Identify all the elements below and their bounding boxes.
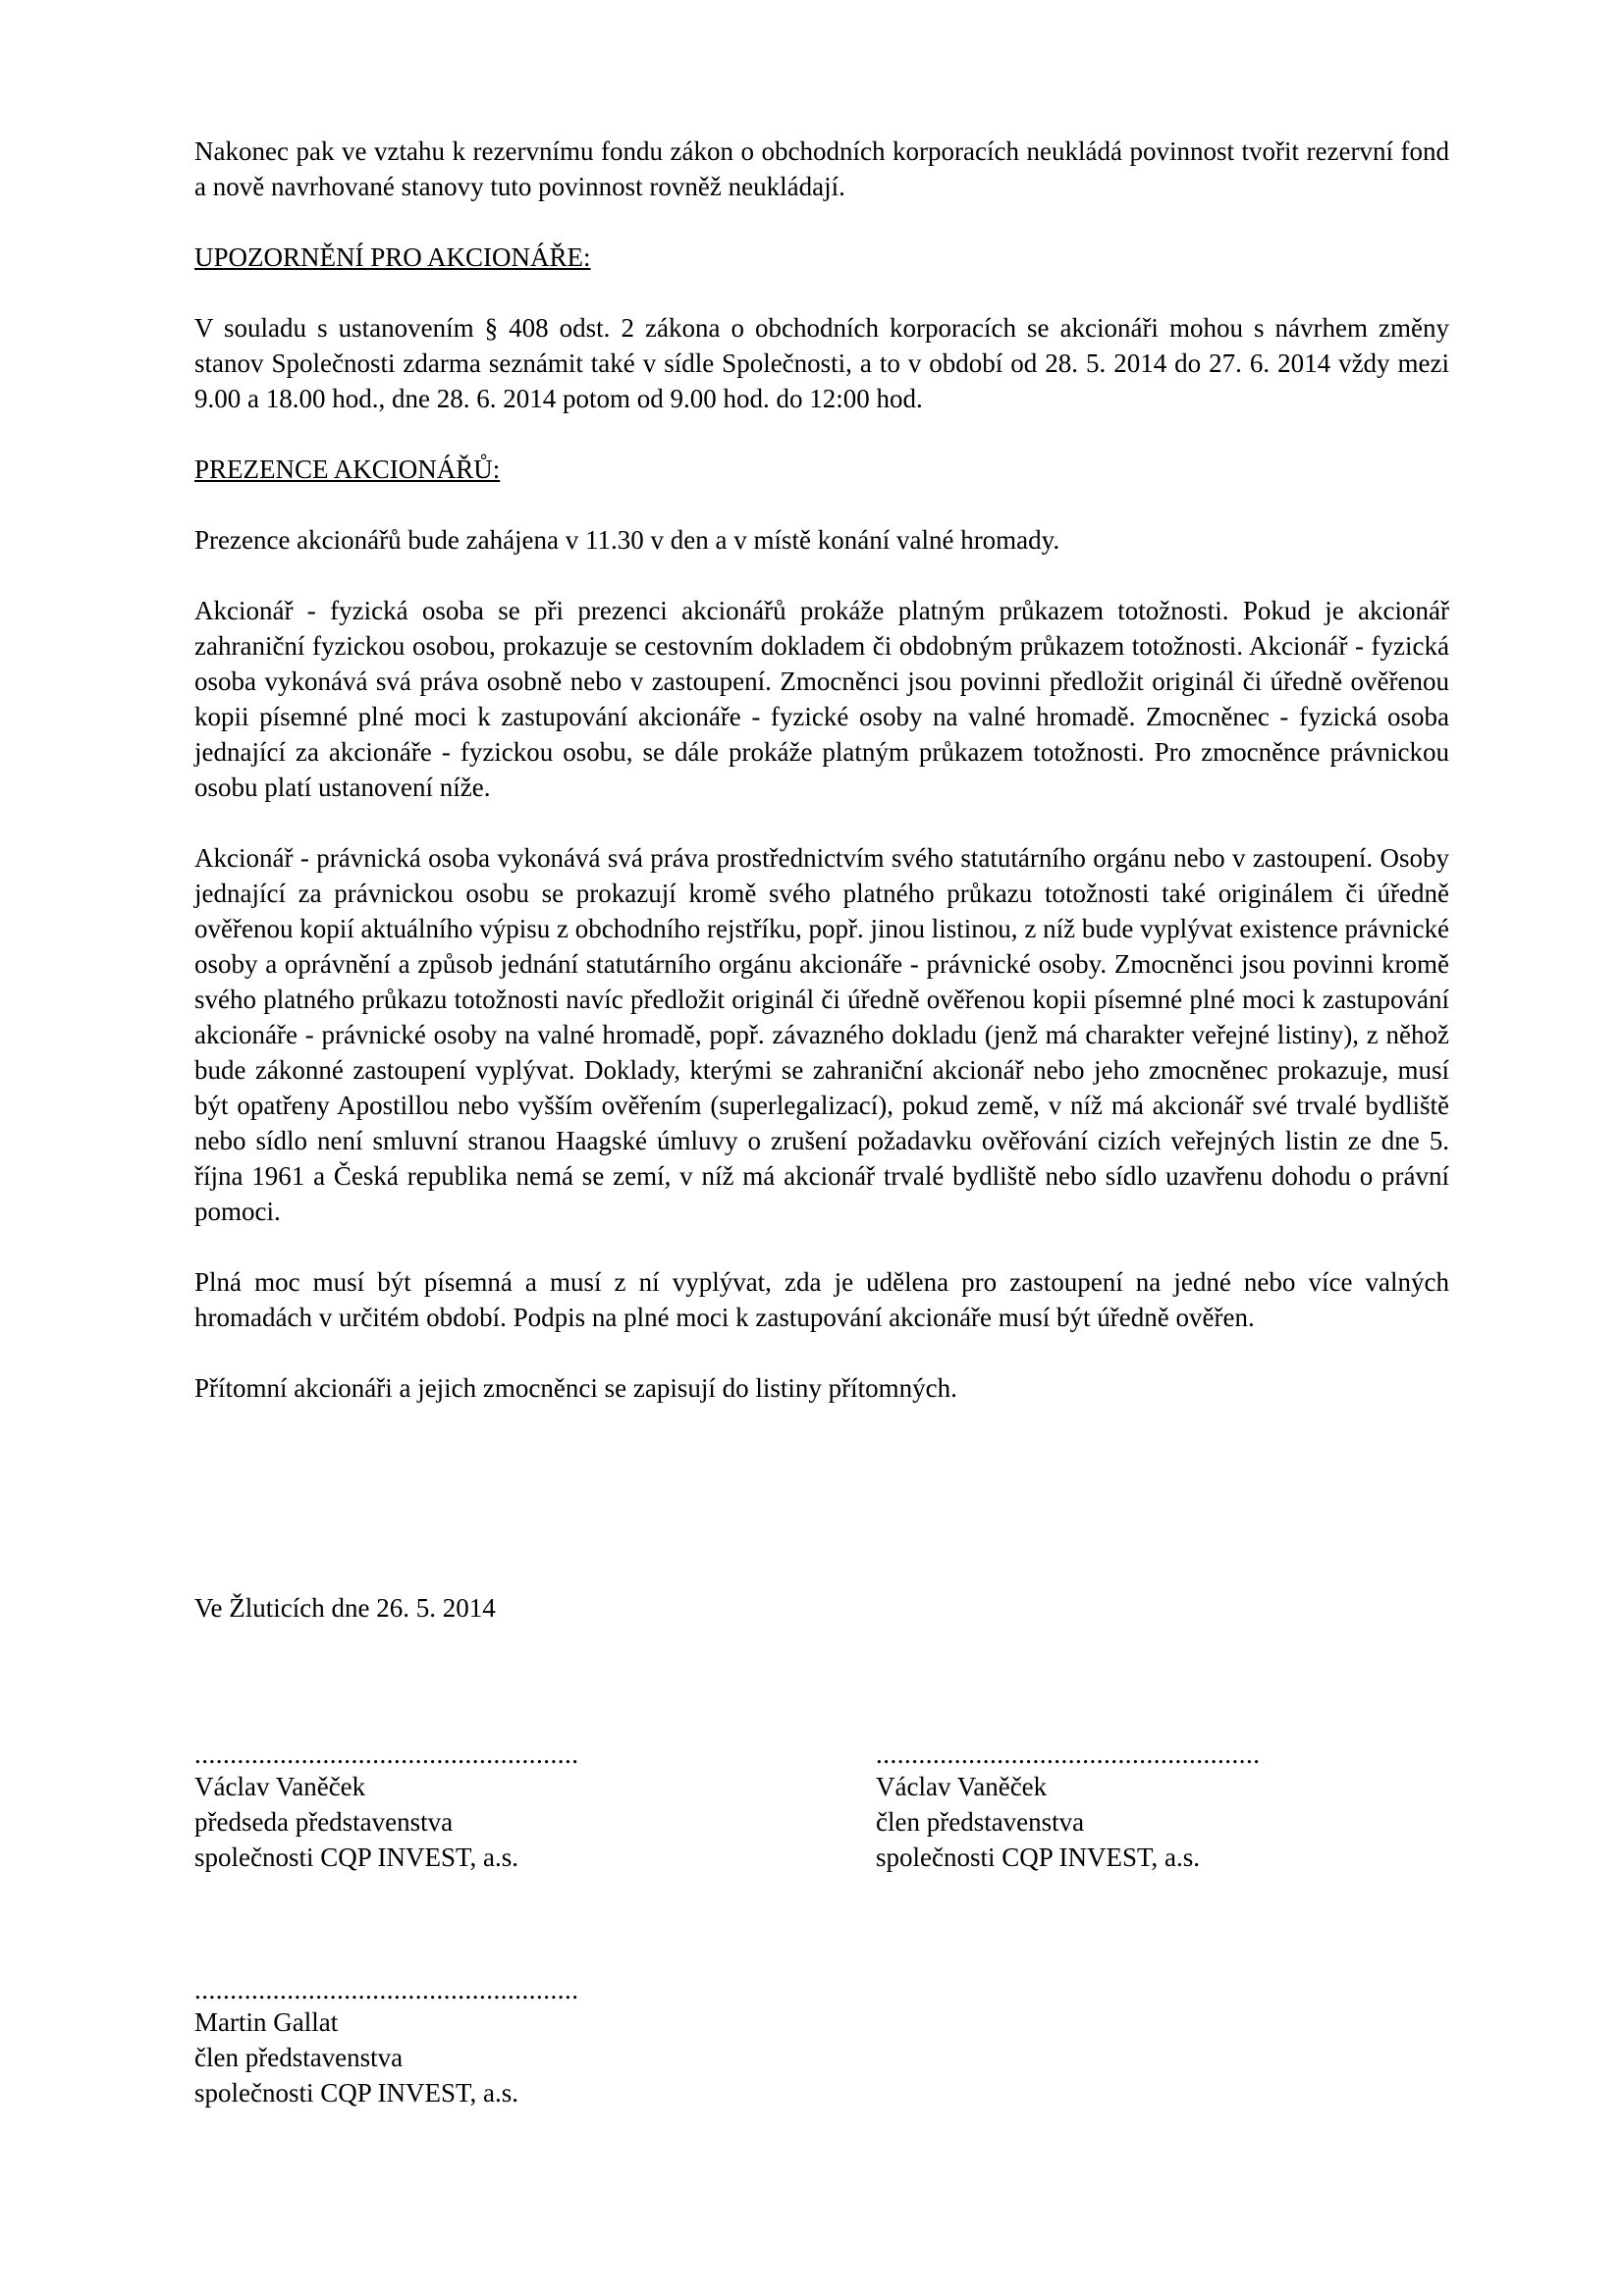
signatory-role: člen představenstva (876, 1807, 1085, 1837)
signatory-company: společnosti CQP INVEST, a.s. (876, 1842, 1200, 1872)
signatory-role: člen představenstva (194, 2043, 404, 2072)
heading-shareholder-notice: UPOZORNĚNÍ PRO AKCIONÁŘE: (194, 242, 591, 272)
signatory-role: předseda představenstva (194, 1807, 454, 1837)
paragraph-statute-inspection: V souladu s ustanovením § 408 odst. 2 zákona o obchodních korporacích se akcionáři mohou s návrhem změny stanov Společnosti zdarma seznámit také v sídle Společnosti, a to v období od 28. 5. 2014 do 27. 6. 2014 vždy mezi 9.00 a 18.00 hod., dne 28. 6. 2014 potom od 9.00 hod. do 12:00 hod. (194, 313, 1449, 413)
signature-block (194, 1975, 579, 2110)
signatory-company: společnosti CQP INVEST, a.s. (194, 1842, 518, 1872)
signature-line: ...................................................... (876, 1739, 1261, 1769)
signatory-name: Václav Vaněček (194, 1772, 366, 1801)
paragraph-reserve-fund: Nakonec pak ve vztahu k rezervnímu fondu zákon o obchodních korporacích neukládá povinnost tvořit rezervní fond a nově navrhované stanovy tuto povinnost rovněž neukládají. (194, 136, 1449, 201)
signature-block (194, 1739, 579, 1875)
paragraph-power-of-attorney: Plná moc musí být písemná a musí z ní vyplývat, zda je udělena pro zastoupení na jedné nebo více valných hromadách v určitém období. Podpis na plné moci k zastupování akcionáře musí být úředně ověřen. (194, 1267, 1449, 1332)
signatory-name: Václav Vaněček (876, 1772, 1048, 1801)
paragraph-natural-person: Akcionář - fyzická osoba se při prezenci akcionářů prokáže platným průkazem totožnosti. Pokud je akcionář zahraniční fyzickou osobou, prokazuje se cestovním dokladem či obdobným průkazem totožnosti. Akcionář - fyzická osoba vykonává svá práva osobně nebo v zastoupení. Zmocněnci jsou povinni předložit originál či úředně ověřenou kopii písemné plné moci k zastupování akcionáře - fyzické osoby na valné hromadě. Zmocněnec - fyzická osoba jednající za akcionáře - fyzickou osobu, se dále prokáže platným průkazem totožnosti. Pro zmocněnce právnickou osobu platí ustanovení níže. (194, 596, 1449, 802)
signatory-name: Martin Gallat (194, 2007, 339, 2037)
heading-shareholder-registration: PREZENCE AKCIONÁŘŮ: (194, 454, 501, 484)
signature-line: ...................................................... (194, 1975, 579, 2004)
signature-line: ...................................................... (194, 1739, 579, 1769)
signatory-company: společnosti CQP INVEST, a.s. (194, 2078, 518, 2108)
paragraph-legal-entity: Akcionář - právnická osoba vykonává svá práva prostřednictvím svého statutárního orgánu nebo v zastoupení. Osoby jednající za právnickou osobu se prokazují kromě svého platného průkazu totožnosti také originálem či úředně ověřenou kopií aktuálního výpisu z obchodního rejstříku, popř. jinou listinou, z níž bude vyplývat existence právnické osoby a oprávnění a způsob jednání statutárního orgánu akcionáře - právnické osoby. Zmocněnci jsou povinni kromě svého platného průkazu totožnosti navíc předložit originál či úředně ověřenou kopii písemné plné moci k zastupování akcionáře - právnické osoby na valné hromadě, popř. závazného dokladu (jenž má charakter veřejné listiny), z něhož bude zákonné zastoupení vyplývat. Doklady, kterými se zahraniční akcionář nebo jeho zmocněnec prokazuje, musí být opatřeny Apostillou nebo vyšším ověřením (superlegalizací), pokud země, v níž má akcionář své trvalé bydliště nebo sídlo není smluvní stranou Haagské úmluvy o zrušení požadavku ověřování cizích veřejných listin ze dne 5. října 1961 a Česká republika nemá se zemí, v níž má akcionář trvalé bydliště nebo sídlo uzavřenu dohodu o právní pomoci. (194, 843, 1449, 1226)
paragraph-attendance-list: Přítomní akcionáři a jejich zmocněnci se zapisují do listiny přítomných. (194, 1373, 957, 1403)
document-body (194, 133, 1449, 1441)
signature-block (876, 1739, 1261, 1875)
paragraph-registration-start: Prezence akcionářů bude zahájena v 11.30 v den a v místě konání valné hromady. (194, 525, 1060, 555)
place-and-date: Ve Žluticích dne 26. 5. 2014 (194, 1593, 496, 1623)
